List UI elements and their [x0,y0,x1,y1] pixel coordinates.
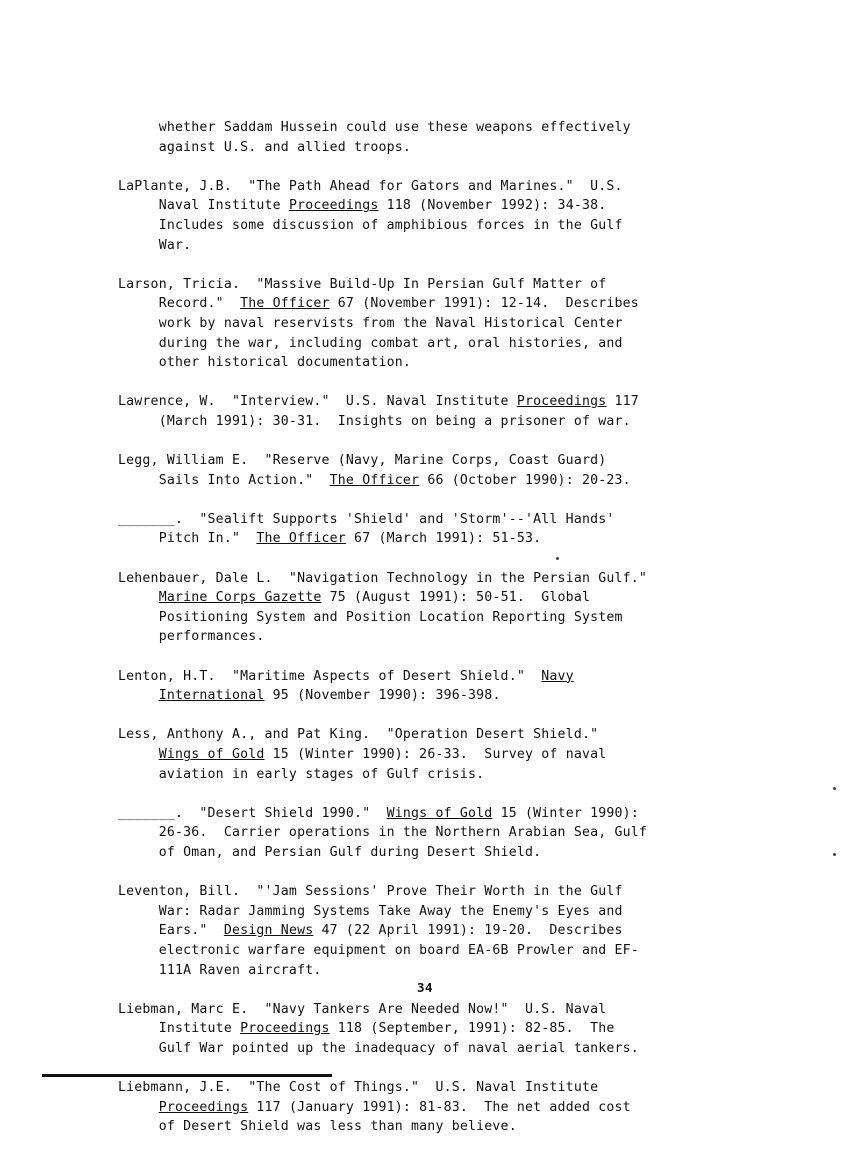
italic-title: Design News [223,923,314,939]
entry-line: Leventon, Bill. "'Jam Sessions' Prove Their Worth in the Gulf [118,884,623,900]
entry-line: War: Radar Jamming Systems Take Away the Enemy's Eyes and [118,903,623,919]
entry-liebman [118,1000,758,1059]
repeat-author-rule: _______ [118,805,175,821]
entry-line: Liebmann, J.E. "The Cost of Things." U.S. Naval Institute [118,1080,599,1096]
italic-title: Proceedings [240,1021,330,1037]
entry-line: 26-36. Carrier operations in the Northern Arabian Sea, Gulf [118,825,648,841]
entry-line: Ears." Design News 47 (22 April 1991): 19-20. Describes [118,923,623,939]
italic-title: Marine Corps Gazette [158,590,322,606]
entry-liebmann [118,1078,758,1137]
entry-less [118,725,758,784]
italic-title: International [158,688,265,704]
italic-title: Wings of Gold [386,805,493,821]
entry-lenton [118,667,758,706]
entry-line: Positioning System and Position Location Reporting System [118,609,623,625]
entry-larson [118,275,758,373]
entry-line: work by naval reservists from the Naval Historical Center [118,315,623,331]
italic-title: Wings of Gold [158,747,265,762]
page-number: 34 [416,980,434,995]
italic-title: Proceedings [158,1099,249,1115]
entry-line: whether Saddam Hussein could use these weapons effectively [118,120,631,135]
repeat-author-rule: _______ [118,511,175,527]
entry-line: 111A Raven aircraft. [118,962,322,978]
italic-title: The Officer [240,296,330,312]
entry-line: performances. [118,629,265,645]
entry-laplante [118,177,758,255]
entry-line: (March 1991): 30-31. Insights on being a prisoner of war. [118,413,631,429]
entry-line: International 95 (November 1990): 396-398. [158,688,501,704]
entry-line: Sails Into Action." The Officer 66 (October 1990): 20-23. [118,472,631,488]
entry-less-desert-shield-1990 [118,804,758,863]
italic-title: Navy [541,668,574,684]
entry-line: Liebman, Marc E. "Navy Tankers Are Needed Now!" U.S. Naval [118,1001,607,1017]
italic-title: The Officer [256,531,346,547]
entry-leventon [118,882,758,980]
entry-line: Marine Corps Gazette 75 (August 1991): 50-51. Global [158,590,591,606]
entry-line: Naval Institute Proceedings 118 (November 1992): 34-38. [118,198,607,214]
entry-line: Includes some discussion of amphibious forces in the Gulf [118,217,623,233]
entry-line: Larson, Tricia. "Massive Build-Up In Persian Gulf Matter of [118,276,607,292]
entry-line: Legg, William E. "Reserve (Navy, Marine Corps, Coast Guard) [118,453,607,469]
scan-speck [556,557,559,560]
entry-line: LaPlante, J.B. "The Path Ahead for Gators and Marines." U.S. [118,178,623,194]
entry-line: of Oman, and Persian Gulf during Desert Shield. [118,844,542,860]
entry-line: aviation in early stages of Gulf crisis. [118,766,485,782]
entry-line: during the war, including combat art, oral histories, and [118,335,623,351]
entry-line: Less, Anthony A., and Pat King. "Operation Desert Shield." [118,727,599,743]
entry-line: Gulf War pointed up the inadequacy of naval aerial tankers. [118,1040,639,1056]
entry-line: Record." The Officer 67 (November 1991): 12-14. Describes [118,296,639,312]
entry-continuation-saddam [118,118,758,157]
entry-lehenbauer [118,569,758,647]
scan-artifact-line [42,1074,332,1077]
italic-title: Proceedings [516,394,607,410]
entry-line: Proceedings 117 (January 1991): 81-83. The net added cost [158,1099,631,1115]
entry-line: _______. "Sealift Supports 'Shield' and 'Storm'--'All Hands' [118,511,615,527]
entry-line: Pitch In." The Officer 67 (March 1991): 51-53. [118,531,542,547]
entry-line: of Desert Shield was less than many believe. [118,1119,517,1135]
entry-line: Lenton, H.T. "Maritime Aspects of Desert Shield." Navy [118,668,574,684]
entry-line: Institute Proceedings 118 (September, 1991): 82-85. The [118,1021,615,1037]
entry-line: Wings of Gold 15 (Winter 1990): 26-33. Survey of naval [158,747,607,762]
entry-lawrence [118,392,758,431]
scan-speck [833,853,836,856]
entry-line: other historical documentation. [118,355,412,371]
entry-line: _______. "Desert Shield 1990." Wings of Gold 15 (Winter 1990): [118,805,639,821]
italic-title: The Officer [329,472,420,488]
entry-legg-sealift [118,510,758,549]
bibliography-body [118,118,758,1156]
entry-line: Lawrence, W. "Interview." U.S. Naval Institute Proceedings 117 [118,394,639,410]
entry-line: electronic warfare equipment on board EA-6B Prowler and EF- [118,942,639,958]
entry-line: against U.S. and allied troops. [118,139,412,155]
entry-legg [118,451,758,490]
entry-line: Lehenbauer, Dale L. "Navigation Technology in the Persian Gulf." [118,570,648,586]
italic-title: Proceedings [288,198,379,214]
scan-speck [833,787,836,790]
entry-line: War. [118,237,192,253]
